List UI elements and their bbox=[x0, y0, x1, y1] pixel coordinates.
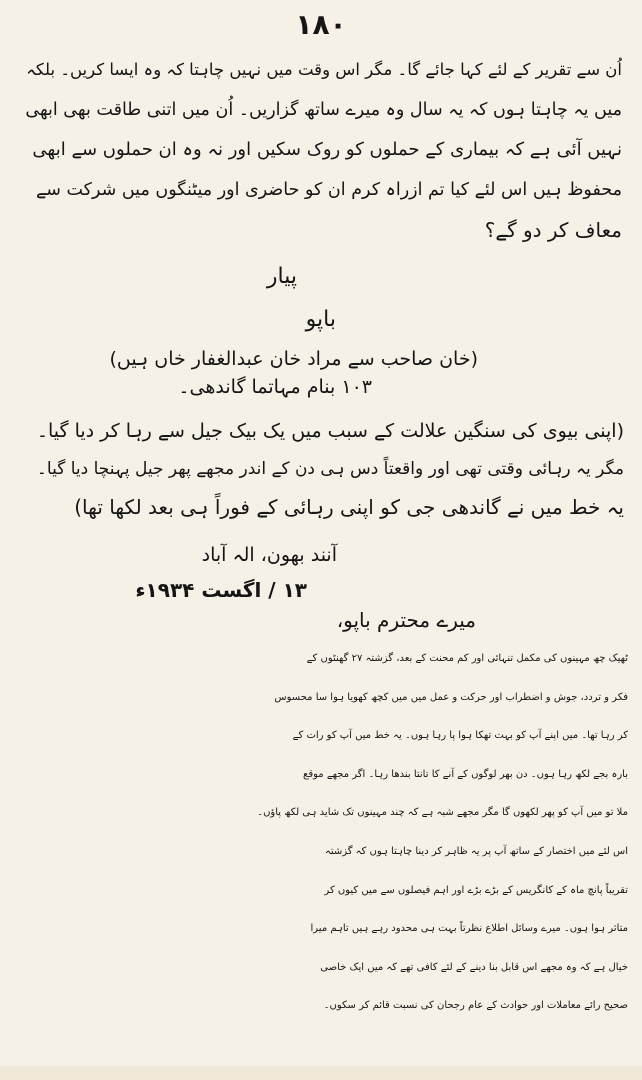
paragraph-3-line: صحیح رائے معاملات اور حوادث کے عام رجحان کی نسبت قائم کر سکوں۔ bbox=[323, 1000, 628, 1012]
paragraph-1-line: اُن سے تقریر کے لئے کہا جائے گا۔ مگر اس وقت میں نہیں چاہتا کہ وہ ایسا کریں۔ بلکہ bbox=[26, 60, 622, 79]
editorial-note: (خان صاحب سے مراد خان عبدالغفار خاں ہیں) bbox=[109, 348, 478, 370]
paragraph-3-line: فکر و تردد، جوش و اضطراب اور حرکت و عمل میں میں کچھ کھویا ہوا سا محسوس bbox=[274, 691, 628, 703]
closing-signature: باپو bbox=[305, 307, 336, 332]
letter-address: آنند بھون، الہ آباد bbox=[201, 544, 337, 566]
paragraph-3-line: اس لئے میں اختصار کے ساتھ آپ پر یہ ظاہر کر دینا چاہتا ہوں کہ گزشتہ bbox=[324, 845, 628, 857]
paragraph-1-line: نہیں آئی ہے کہ بیماری کے حملوں کو روک سکیں اور نہ وہ ان حملوں سے ابھی bbox=[32, 139, 622, 160]
paragraph-1-line: محفوظ ہیں اس لئے کیا تم ازراہ کرم ان کو حاضری اور میٹنگوں میں شرکت سے bbox=[35, 180, 622, 200]
paragraph-3 bbox=[18, 640, 628, 1026]
paragraph-3-line: ملا تو میں آپ کو پھر لکھوں گا مگر مجھے شبہ ہے کہ چند مہینوں تک شاید ہی لکھ پاؤں۔ bbox=[257, 807, 628, 819]
paragraph-2-line: مگر یہ رہائی وقتی تھی اور واقعتاً دس ہی دن کے اندر مجھے پھر جیل پہنچا دیا گیا۔ bbox=[36, 459, 624, 479]
page-number: ۱۸۰ bbox=[295, 8, 347, 41]
page-bottom-edge bbox=[0, 1066, 642, 1080]
paragraph-2 bbox=[24, 412, 624, 526]
letter-heading: ۱۰۳ بنام مہاتما گاندھی۔ bbox=[178, 376, 372, 398]
paragraph-2-line: (اپنی بیوی کی سنگین علالت کے سبب میں یک بیک جیل سے رہا کر دیا گیا۔ bbox=[36, 420, 624, 442]
letter-salutation: میرے محترم باپو، bbox=[336, 608, 476, 632]
paragraph-3-line: ٹھیک چھ مہینوں کی مکمل تنہائی اور کم محنت کے بعد، گزشتہ ۲۷ گھنٹوں کے bbox=[306, 653, 628, 664]
paragraph-1-line: میں یہ چاہتا ہوں کہ یہ سال وہ میرے ساتھ گزاریں۔ اُن میں اتنی طاقت بھی ابھی bbox=[25, 100, 622, 120]
letter-date: ۱۳ / اگست ۱۹۳۴ء bbox=[135, 578, 307, 602]
paragraph-3-line: خیال ہے کہ وہ مجھے اس قابل بنا دینے کے لئے کافی تھے کہ میں ایک خاصی bbox=[320, 961, 628, 973]
paragraph-2-line: یہ خط میں نے گاندھی جی کو اپنی رہائی کے فوراً ہی بعد لکھا تھا) bbox=[74, 495, 624, 519]
paragraph-3-line: کر رہا تھا۔ میں اپنے آپ کو بہت تھکا ہوا پا رہا ہوں۔ یہ خط میں آپ کو رات کے bbox=[292, 730, 628, 742]
closing-love: پیار bbox=[266, 264, 297, 289]
paragraph-1-line: معاف کر دو گے؟ bbox=[484, 218, 622, 242]
paragraph-3-line: بارہ بجے لکھ رہا ہوں۔ دن بھر لوگوں کے آنے کا تانتا بندھا رہا۔ اگر مجھے موقع bbox=[303, 768, 628, 780]
paragraph-1 bbox=[22, 50, 622, 250]
paragraph-3-line: متاثر ہوا ہوں۔ میرے وسائل اطلاع نظرتاً بہت ہی محدود رہے ہیں تاہم میرا bbox=[310, 923, 628, 935]
paragraph-3-line: تقریباً پانچ ماہ کے کانگریس کے بڑے بڑے اور اہم فیصلوں سے میں کیوں کر bbox=[324, 884, 628, 896]
